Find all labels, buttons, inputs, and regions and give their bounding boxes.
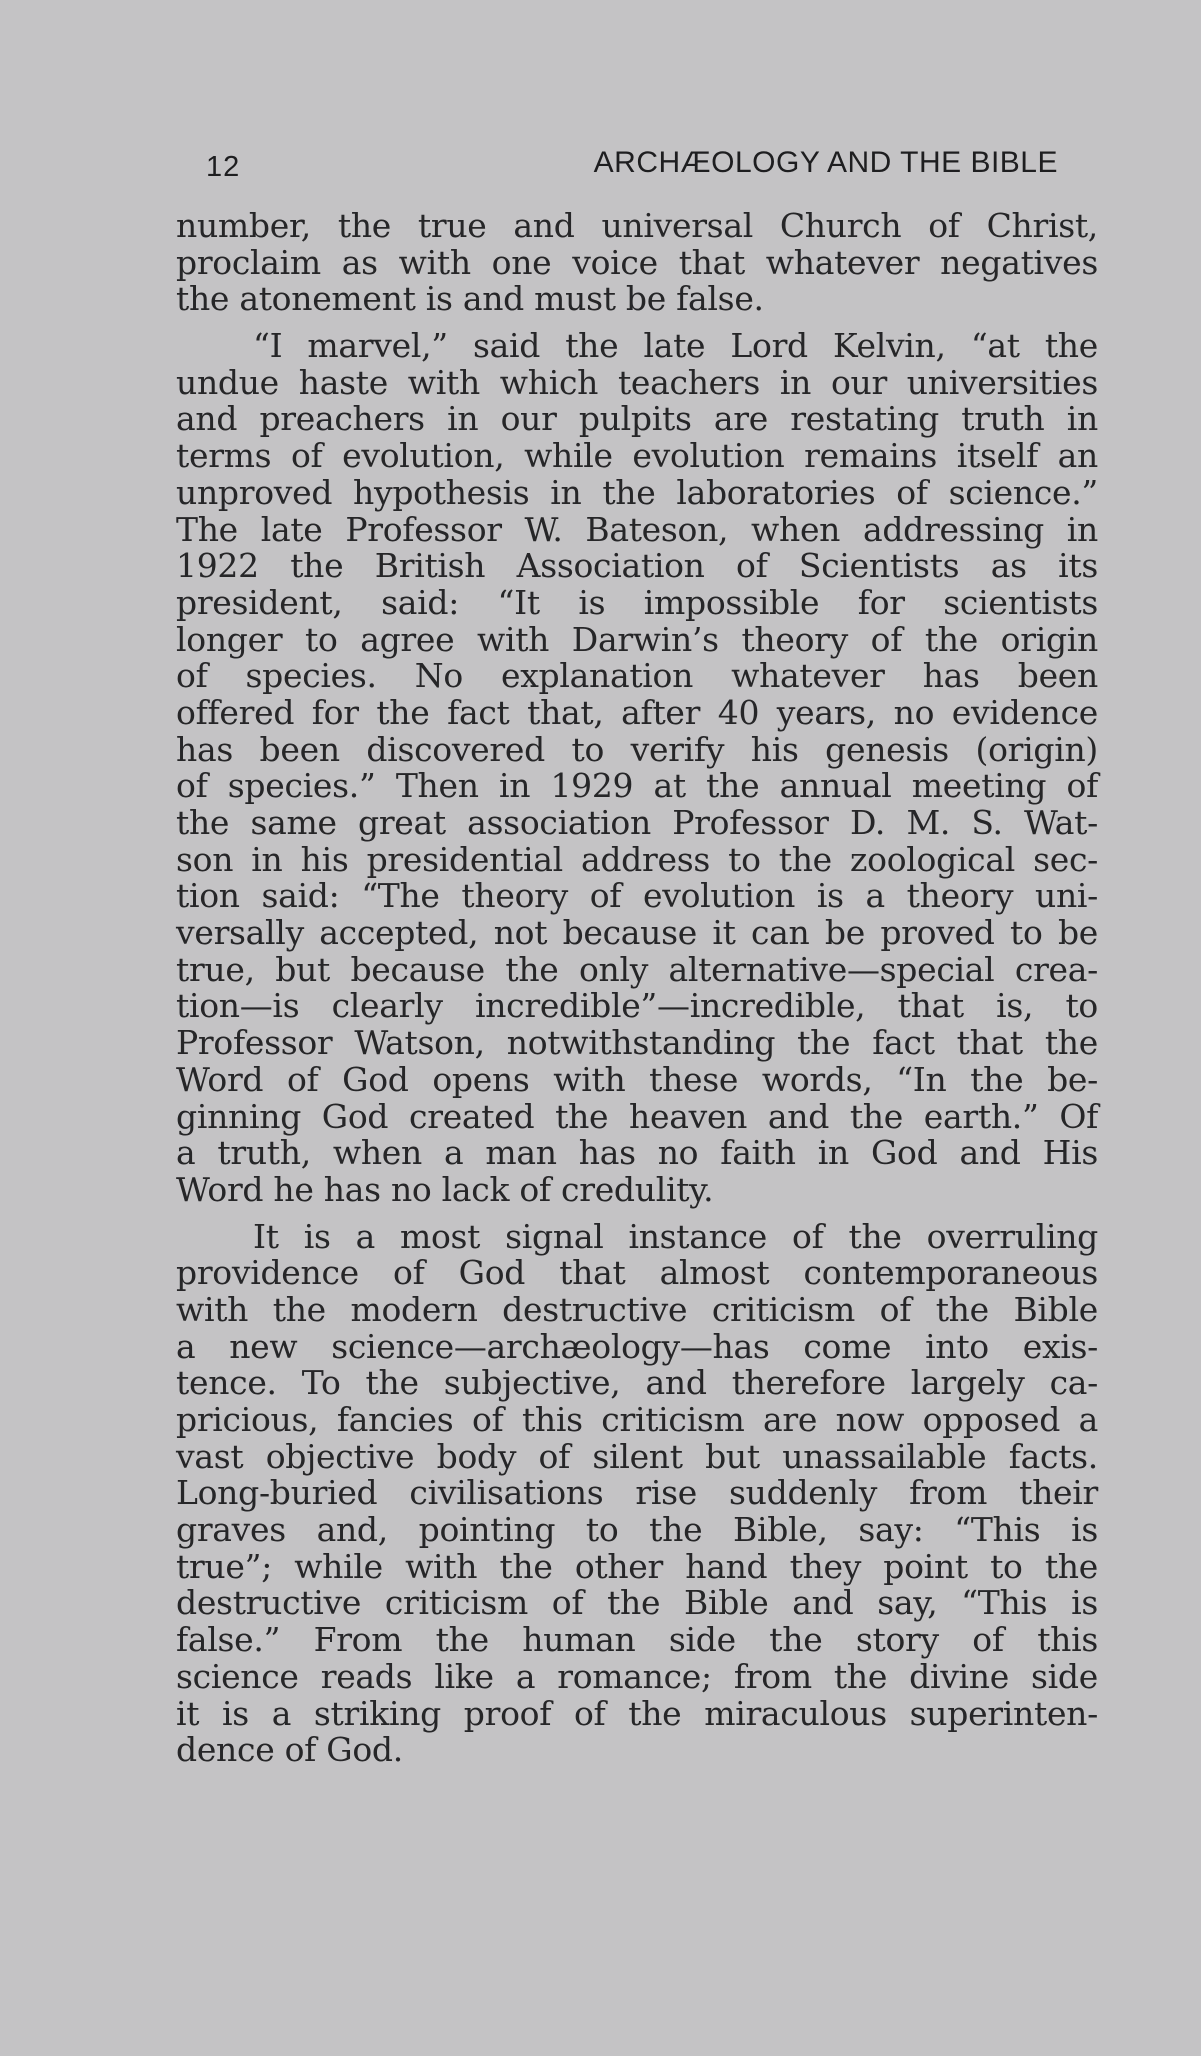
text-line: Professor Watson, notwithstanding the fact that the xyxy=(176,1023,1098,1063)
text-line: providence of God that almost contemporaneous xyxy=(176,1253,1098,1293)
text-line: dence of God. xyxy=(176,1730,403,1770)
text-line: The late Professor W. Bateson, when addressing in xyxy=(176,509,1098,549)
text-line: tion said: “The theory of evolution is a theory uni- xyxy=(176,876,1098,916)
text-line: pricious, fancies of this criticism are now opposed a xyxy=(176,1400,1098,1439)
text-line: undue haste with which teachers in our universities xyxy=(176,362,1098,402)
text-line: Long-buried civilisations rise suddenly from their xyxy=(176,1473,1098,1513)
text-line: tence. To the subjective, and therefore largely ca- xyxy=(176,1363,1098,1403)
page-header xyxy=(176,142,1058,188)
text-line: graves and, pointing to the Bible, say: “This is xyxy=(176,1510,1098,1550)
text-line: terms of evolution, while evolution remains itself an xyxy=(176,436,1098,476)
text-line: longer to agree with Darwin’s theory of the origin xyxy=(176,619,1098,659)
text-line: true, but because the only alternative—special crea- xyxy=(176,949,1098,989)
text-line: of species. No explanation whatever has been xyxy=(176,656,1098,696)
text-line: son in his presidential address to the zoological sec- xyxy=(176,839,1098,879)
text-line: 1922 the British Association of Scientists as its xyxy=(176,546,1098,586)
running-head: ARCHÆOLOGY AND THE BIBLE xyxy=(593,146,1058,179)
text-line: vast objective body of silent but unassailable facts. xyxy=(176,1436,1098,1476)
text-line: destructive criticism of the Bible and say, “This is xyxy=(176,1583,1098,1623)
text-line: it is a striking proof of the miraculous superinten- xyxy=(176,1693,1098,1733)
text-line: It is a most signal instance of the overruling xyxy=(253,1216,1098,1256)
text-line: with the modern destructive criticism of the Bible xyxy=(176,1289,1098,1329)
paragraph-3 xyxy=(176,1216,1098,1770)
paragraph-1 xyxy=(176,208,1098,318)
text-line: the atonement is and must be false. xyxy=(176,279,764,319)
text-line: a truth, when a man has no faith in God and His xyxy=(176,1133,1098,1173)
text-line: of species.” Then in 1929 at the annual meeting of xyxy=(176,766,1098,806)
text-line: unproved hypothesis in the laboratories of science.” xyxy=(176,472,1098,512)
text-line: tion—is clearly incredible”—incredible, that is, to xyxy=(176,986,1098,1026)
text-line: true”; while with the other hand they point to the xyxy=(176,1546,1098,1586)
text-line: offered for the fact that, after 40 years, no evidence xyxy=(176,692,1098,732)
text-line: the same great association Professor D. M. S. Wat- xyxy=(176,803,1098,842)
page-number: 12 xyxy=(206,151,241,183)
text-line: president, said: “It is impossible for scientists xyxy=(176,582,1098,622)
text-line: science reads like a romance; from the divine side xyxy=(176,1656,1098,1696)
text-line: a new science—archæology—has come into exis- xyxy=(176,1326,1098,1366)
text-line: number, the true and universal Church of Christ, xyxy=(176,206,1098,245)
text-line: versally accepted, not because it can be proved to be xyxy=(176,913,1098,953)
paragraph-2 xyxy=(176,328,1098,1209)
text-line: and preachers in our pulpits are restating truth in xyxy=(176,399,1098,439)
text-line: “I marvel,” said the late Lord Kelvin, “at the xyxy=(253,326,1098,366)
text-line: Word he has no lack of credulity. xyxy=(176,1169,714,1209)
body-text xyxy=(176,208,1098,1769)
text-line: Word of God opens with these words, “In the be- xyxy=(176,1059,1098,1099)
text-line: proclaim as with one voice that whatever negatives xyxy=(176,242,1098,282)
text-line: has been discovered to verify his genesis (origin) xyxy=(176,729,1098,769)
text-line: ginning God created the heaven and the earth.” Of xyxy=(176,1096,1098,1136)
text-line: false.” From the human side the story of this xyxy=(176,1620,1098,1660)
